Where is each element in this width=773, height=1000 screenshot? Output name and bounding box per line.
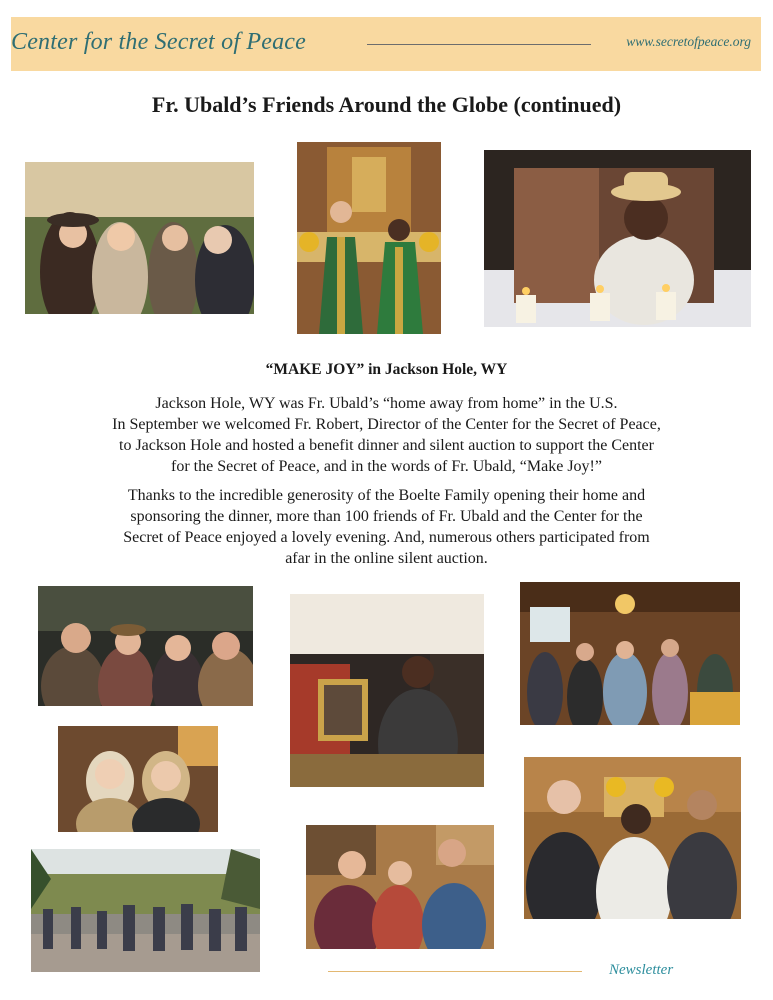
header-divider [367,44,591,45]
paragraph-line: sponsoring the dinner, more than 100 friends of Fr. Ubald and the Center for the [130,508,643,525]
photo-speaker-with-microphone [290,594,484,787]
photo-two-women-smiling [58,726,218,832]
paragraph-line: In September we welcomed Fr. Robert, Director of the Center for the Secret of Peace, [112,416,661,433]
paragraph-line: Thanks to the incredible generosity of the Boelte Family opening their home and [127,487,646,504]
photo-group-of-four-friends [38,586,253,706]
footer-divider [328,971,582,972]
footer-label: Newsletter [609,962,674,978]
organization-name: Center for the Secret of Peace [11,29,307,55]
paragraph-line: Secret of Peace enjoyed a lovely evening. And, numerous others participated from [123,529,650,546]
photo-three-men-in-church [524,757,741,919]
photo-three-friends-smiling [306,825,494,949]
paragraph-welcome [40,393,733,477]
photo-four-women-outdoors [25,162,254,314]
paragraph-line: afar in the online silent auction. [285,550,488,567]
paragraph-thanks [40,485,733,569]
photo-fr-ubald-portrait-candles [484,150,751,327]
photo-dinner-guests-log-hall [520,582,740,725]
header-band [11,17,761,71]
website-link[interactable]: www.secretofpeace.org [626,34,751,49]
section-heading: “MAKE JOY” in Jackson Hole, WY [265,361,508,378]
photo-outdoor-gathering-meadow [31,849,260,972]
paragraph-line: to Jackson Hole and hosted a benefit dinner and silent auction to support the Center [119,437,654,454]
page-title: Fr. Ubald’s Friends Around the Globe (continued) [151,92,622,117]
paragraph-line: for the Secret of Peace, and in the words of Fr. Ubald, “Make Joy!” [171,458,602,475]
paragraph-line: Jackson Hole, WY was Fr. Ubald’s “home away from home” in the U.S. [155,395,618,412]
photo-priests-at-altar [297,142,441,334]
